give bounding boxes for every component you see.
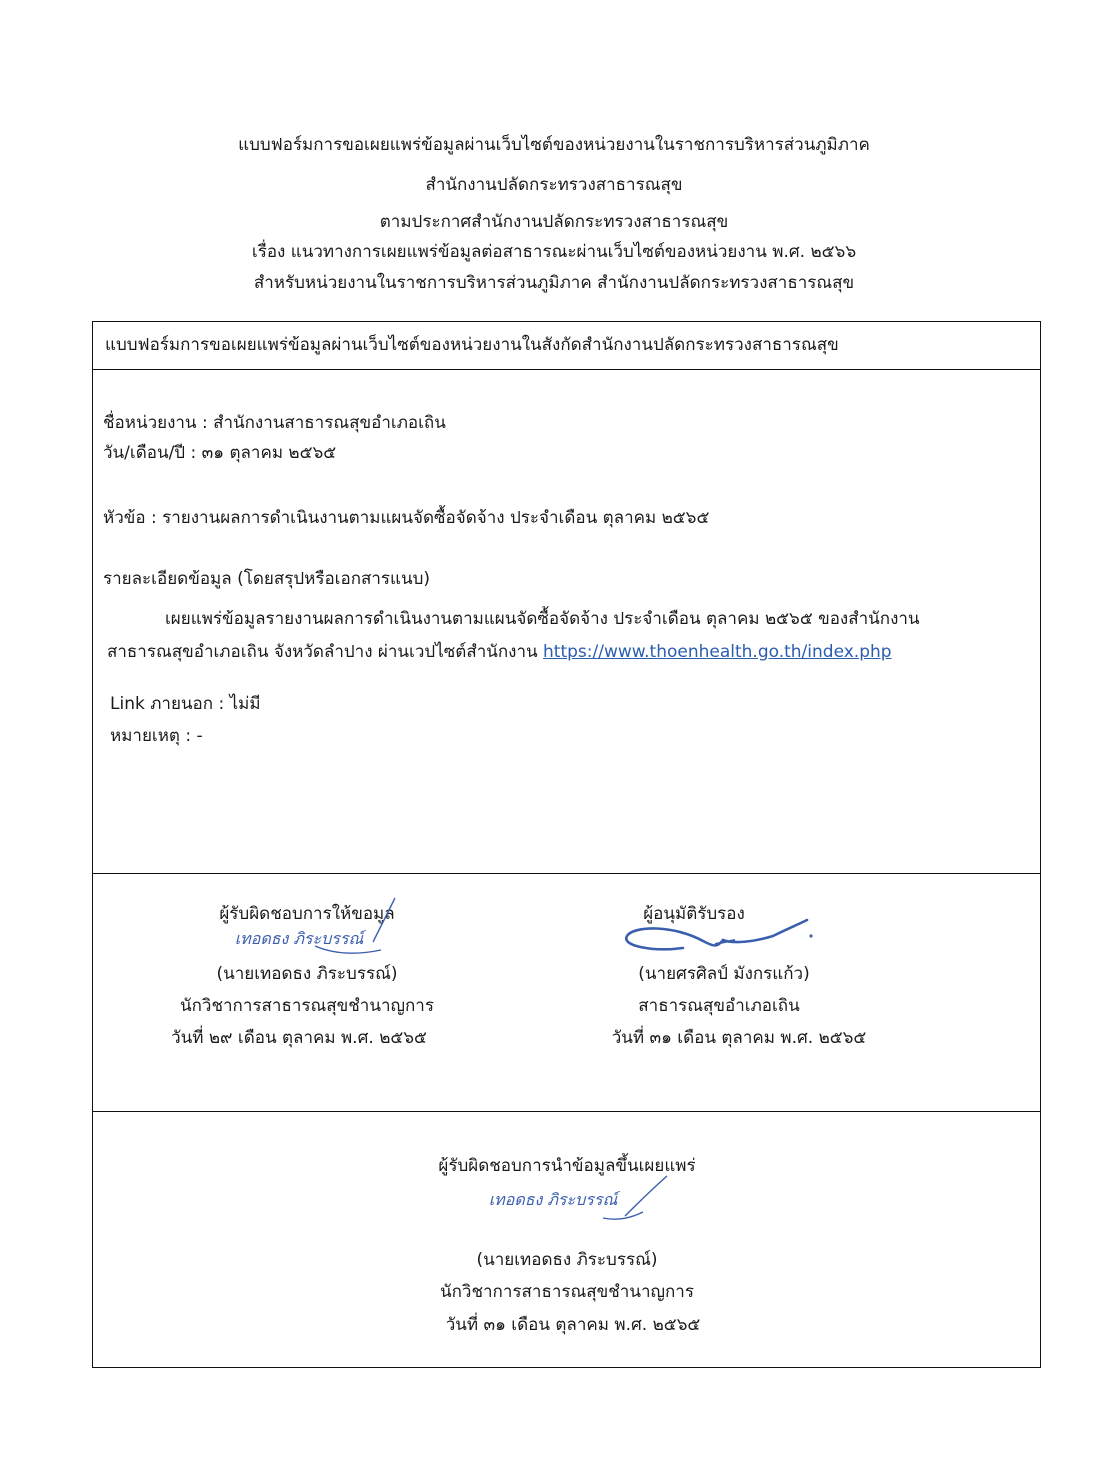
publisher-date: วันที่ ๓๑ เดือน ตุลาคม พ.ศ. ๒๕๖๕ bbox=[445, 1315, 701, 1335]
details-line-2 bbox=[107, 638, 892, 665]
divider-title bbox=[93, 369, 1040, 370]
approver-position: สาธารณสุขอำเภอเถิน bbox=[638, 996, 800, 1016]
approver-name: (นายศรศิลป์ มังกรแก้ว) bbox=[638, 964, 810, 984]
approver-signature bbox=[613, 914, 823, 964]
publisher-name: (นายเทอดธง ภิระบรรณ์) bbox=[476, 1250, 658, 1270]
form-title: แบบฟอร์มการขอเผยแพร่ข้อมูลผ่านเว็บไซต์ของหน่วยงานในสังกัดสำนักงานปลัดกระทรวงสาธารณสุข bbox=[105, 335, 839, 355]
publisher-position: นักวิชาการสาธารณสุขชำนาญการ bbox=[440, 1282, 694, 1302]
details-line-2-text: สาธารณสุขอำเภอเถิน จังหวัดลำปาง ผ่านเวปไซต์สำนักงาน bbox=[107, 642, 544, 662]
header-line-5: สำหรับหน่วยงานในราชการบริหารส่วนภูมิภาค สำนักงานปลัดกระทรวงสาธารณสุข bbox=[253, 273, 855, 293]
header-line-3: ตามประกาศสำนักงานปลัดกระทรวงสาธารณสุข bbox=[379, 212, 729, 232]
form-date: วัน/เดือน/ปี : ๓๑ ตุลาคม ๒๕๖๕ bbox=[103, 443, 337, 463]
details-label: รายละเอียดข้อมูล (โดยสรุปหรือเอกสารแนบ) bbox=[103, 569, 431, 589]
provider-date: วันที่ ๒๙ เดือน ตุลาคม พ.ศ. ๒๕๖๕ bbox=[171, 1028, 427, 1048]
form-frame bbox=[92, 321, 1041, 1368]
remark: หมายเหตุ : - bbox=[110, 726, 203, 746]
provider-handwriting: เทอดธง ภิระบรรณ์ bbox=[234, 929, 364, 948]
approver-role: ผู้อนุมัติรับรอง bbox=[643, 904, 745, 924]
subject: หัวข้อ : รายงานผลการดำเนินงานตามแผนจัดซื้อจัดจ้าง ประจำเดือน ตุลาคม ๒๕๖๕ bbox=[103, 508, 710, 528]
header-line-2: สำนักงานปลัดกระทรวงสาธารณสุข bbox=[425, 175, 683, 195]
provider-name: (นายเทอดธง ภิระบรรณ์) bbox=[216, 964, 398, 984]
divider-details bbox=[93, 873, 1040, 874]
provider-position: นักวิชาการสาธารณสุขชำนาญการ bbox=[180, 996, 434, 1016]
agency-name: ชื่อหน่วยงาน : สำนักงานสาธารณสุขอำเภอเถิน bbox=[103, 413, 446, 433]
header-line-4: เรื่อง แนวทางการเผยแพร่ข้อมูลต่อสาธารณะผ่านเว็บไซต์ของหน่วยงาน พ.ศ. ๒๕๖๖ bbox=[251, 242, 857, 262]
publisher-role: ผู้รับผิดชอบการนำข้อมูลขึ้นเผยแพร่ bbox=[438, 1156, 696, 1176]
details-line-1: เผยแพร่ข้อมูลรายงานผลการดำเนินงานตามแผนจัดซื้อจัดจ้าง ประจำเดือน ตุลาคม ๒๕๖๕ ของสำนักงาน bbox=[165, 609, 920, 629]
header-line-1: แบบฟอร์มการขอเผยแพร่ข้อมูลผ่านเว็บไซต์ของหน่วยงานในราชการบริหารส่วนภูมิภาค bbox=[238, 135, 870, 155]
publisher-handwriting: เทอดธง ภิระบรรณ์ bbox=[488, 1190, 618, 1209]
provider-role: ผู้รับผิดชอบการให้ขอมูล bbox=[219, 904, 395, 924]
website-link[interactable]: https://www.thoenhealth.go.th/index.php bbox=[543, 642, 892, 662]
approver-date: วันที่ ๓๑ เดือน ตุลาคม พ.ศ. ๒๕๖๕ bbox=[611, 1028, 867, 1048]
divider-signatures bbox=[93, 1111, 1040, 1112]
external-link-info: Link ภายนอก : ไม่มี bbox=[110, 694, 261, 714]
